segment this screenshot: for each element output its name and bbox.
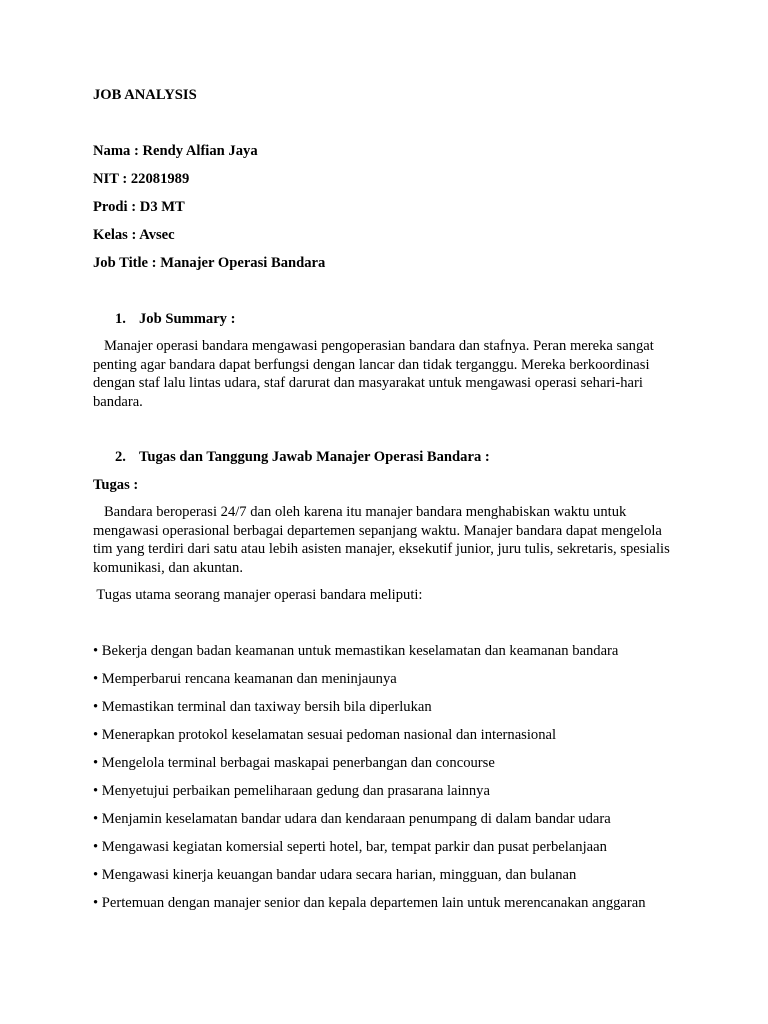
section-number: 1.	[115, 310, 126, 327]
list-item: • Menyetujui perbaikan pemeliharaan gedung dan prasarana lainnya	[93, 782, 490, 799]
list-item: • Mengawasi kegiatan komersial seperti hotel, bar, tempat parkir dan pusat perbelanjaan	[93, 838, 607, 855]
list-item: • Bekerja dengan badan keamanan untuk memastikan keselamatan dan keamanan bandara	[93, 642, 619, 659]
section-title: Job Summary :	[139, 310, 236, 327]
field-label: Prodi	[93, 198, 128, 215]
field-value: 22081989	[130, 170, 190, 187]
field-label: Job Title	[93, 254, 149, 271]
paragraph-text: Manajer operasi bandara mengawasi pengoperasian bandara dan stafnya. Peran mereka sangat penting agar bandara dapat berfungsi dengan lancar dan tidak terganggu. Mereka berkoordinasi dengan staf lalu lintas udara, staf darurat dan masyarakat untuk mengawasi operasi sehari-hari bandara.	[93, 338, 654, 410]
identity-fields	[93, 142, 673, 273]
field-kelas: Kelas : Avsec	[93, 226, 175, 243]
list-item: • Menerapkan protokol keselamatan sesuai pedoman nasional dan internasional	[93, 726, 557, 743]
paragraph-text: Bandara beroperasi 24/7 dan oleh karena itu manajer bandara menghabiskan waktu untuk mengawasi operasional berbagai departemen sepanjang waktu. Manajer bandara dapat mengelola tim yang terdiri dari satu atau lebih asisten manajer, eksekutif junior, juru tulis, sekretaris, spesialis komunikasi, dan akuntan.	[93, 504, 670, 576]
field-label: NIT	[93, 170, 119, 187]
field-value: Rendy Alfian Jaya	[142, 142, 258, 159]
field-prodi: Prodi : D3 MT	[93, 198, 185, 215]
field-value: Avsec	[139, 226, 175, 243]
field-value: Manajer Operasi Bandara	[160, 254, 326, 271]
document-title: JOB ANALYSIS	[93, 87, 197, 103]
section-title: Tugas dan Tanggung Jawab Manajer Operasi Bandara :	[139, 449, 490, 465]
list-item: • Mengawasi kinerja keuangan bandar udara secara harian, mingguan, dan bulanan	[93, 866, 577, 883]
field-nama: Nama : Rendy Alfian Jaya	[93, 142, 258, 159]
duties-list	[93, 642, 673, 913]
document-body	[93, 86, 673, 922]
tugas-subheading: Tugas :	[93, 476, 139, 493]
field-job-title: Job Title : Manajer Operasi Bandara	[93, 254, 326, 271]
section-number: 2.	[115, 449, 126, 465]
list-item: • Memastikan terminal dan taxiway bersih bila diperlukan	[93, 698, 432, 715]
field-label: Nama	[93, 142, 131, 159]
list-item: • Menjamin keselamatan bandar udara dan kendaraan penumpang di dalam bandar udara	[93, 810, 611, 827]
field-value: D3 MT	[139, 198, 185, 215]
field-label: Kelas	[93, 226, 128, 243]
job-summary-paragraph	[93, 337, 673, 411]
intro-text: Tugas utama seorang manajer operasi bandara meliputi:	[96, 587, 423, 603]
list-item: • Pertemuan dengan manajer senior dan kepala departemen lain untuk merencanakan anggaran	[93, 894, 646, 911]
tugas-paragraph	[93, 503, 673, 577]
section-heading-tugas	[93, 448, 673, 467]
tugas-intro	[93, 586, 673, 605]
section-heading-job-summary	[93, 310, 673, 329]
list-item: • Memperbarui rencana keamanan dan meninjaunya	[93, 670, 397, 687]
list-item: • Mengelola terminal berbagai maskapai penerbangan dan concourse	[93, 754, 495, 771]
field-nit: NIT : 22081989	[93, 170, 190, 187]
